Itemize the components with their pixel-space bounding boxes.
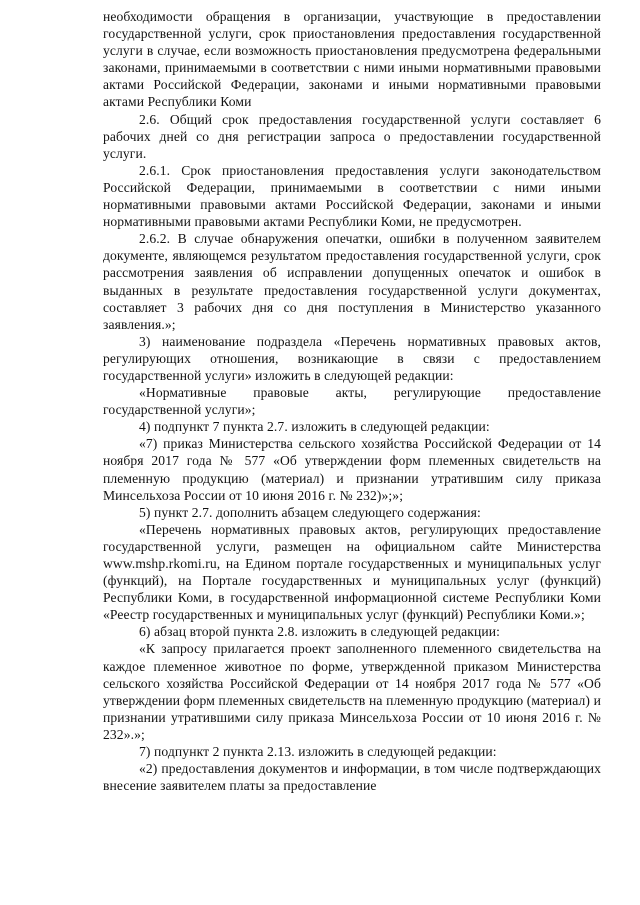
paragraph-item-3-quote: «Нормативные правовые акты, регулирующие предоставление государственной услуги»; — [103, 385, 601, 418]
paragraph-2-6-1: 2.6.1. Срок приостановления предоставления услуги законодательством Российской Федерации, принимаемыми в соответствии с ними иными нормативными правовыми актами Российской Федерации, законами и иными нормативными правовыми актами Республики Коми, не предусмотрен. — [103, 162, 601, 230]
paragraph-item-5: 5) пункт 2.7. дополнить абзацем следующего содержания: — [139, 504, 481, 520]
paragraph-item-4: 4) подпункт 7 пункта 2.7. изложить в следующей редакции: — [139, 419, 490, 435]
paragraph-item-3: 3) наименование подраздела «Перечень нормативных правовых актов, регулирующих отношения, возникающие в связи с предоставлением государственной услуги» изложить в следующей редакции: — [103, 333, 601, 383]
document-body — [103, 8, 601, 794]
paragraph-item-7: 7) подпункт 2 пункта 2.13. изложить в следующей редакции: — [139, 744, 497, 760]
paragraph-2-6: 2.6. Общий срок предоставления государственной услуги составляет 6 рабочих дней со дня регистрации запроса о предоставлении государственной услуги. — [103, 111, 601, 161]
paragraph-item-4-quote: «7) приказ Министерства сельского хозяйства Российской Федерации от 14 ноября 2017 года № 577 «Об утверждении форм племенных свидетельств на племенную продукцию (материал) и признании утратившим силу приказа Минсельхоза России от 10 июня 2016 г. № 232)»;»; — [103, 436, 601, 503]
paragraph-item-5-quote: «Перечень нормативных правовых актов, регулирующих предоставление государственной услуги, размещен на официальном сайте Министерства www.mshp.rkomi.ru, на Едином портале государственных и муниципальных услуг (функций), на Портале государственных и муниципальных услуг (функций) Республики Коми, в государственной информационной системе Республики Коми «Реестр государственных и муниципальных услуг (функций) Республики Коми.»; — [103, 521, 601, 623]
paragraph-2-6-2: 2.6.2. В случае обнаружения опечатки, ошибки в полученном заявителем документе, являющемся результатом предоставления государственной услуги, срок рассмотрения заявления об исправлении допущенных опечаток и ошибок в выданных в результате предоставления государственной услуги документах, составляет 3 рабочих дня со дня поступления в Министерство указанного заявления.»; — [103, 231, 601, 332]
paragraph-continuation: необходимости обращения в организации, участвующие в предоставлении государственной услуги, срок приостановления предоставления государственной услуги в случае, если возможность приостановления предусмотрена федеральными законами, принимаемыми в соответствии с ними иными нормативными правовыми актами Российской Федерации, законами и иными нормативными правовыми актами Республики Коми — [103, 9, 601, 110]
paragraph-item-7-quote: «2) предоставления документов и информации, в том числе подтверждающих внесение заявителем платы за предоставление — [103, 761, 601, 794]
paragraph-item-6: 6) абзац второй пункта 2.8. изложить в следующей редакции: — [139, 624, 500, 640]
paragraph-item-6-quote: «К запросу прилагается проект заполненного племенного свидетельства на каждое племенное животное по форме, утвержденной приказом Министерства сельского хозяйства Российской Федерации от 14 ноября 2017 года № 577 «Об утверждении форм племенных свидетельств на племенную продукцию (материал) и признании утратившими силу приказа Минсельхоза России от 10 июня 2016 г. № 232».»; — [103, 641, 601, 742]
